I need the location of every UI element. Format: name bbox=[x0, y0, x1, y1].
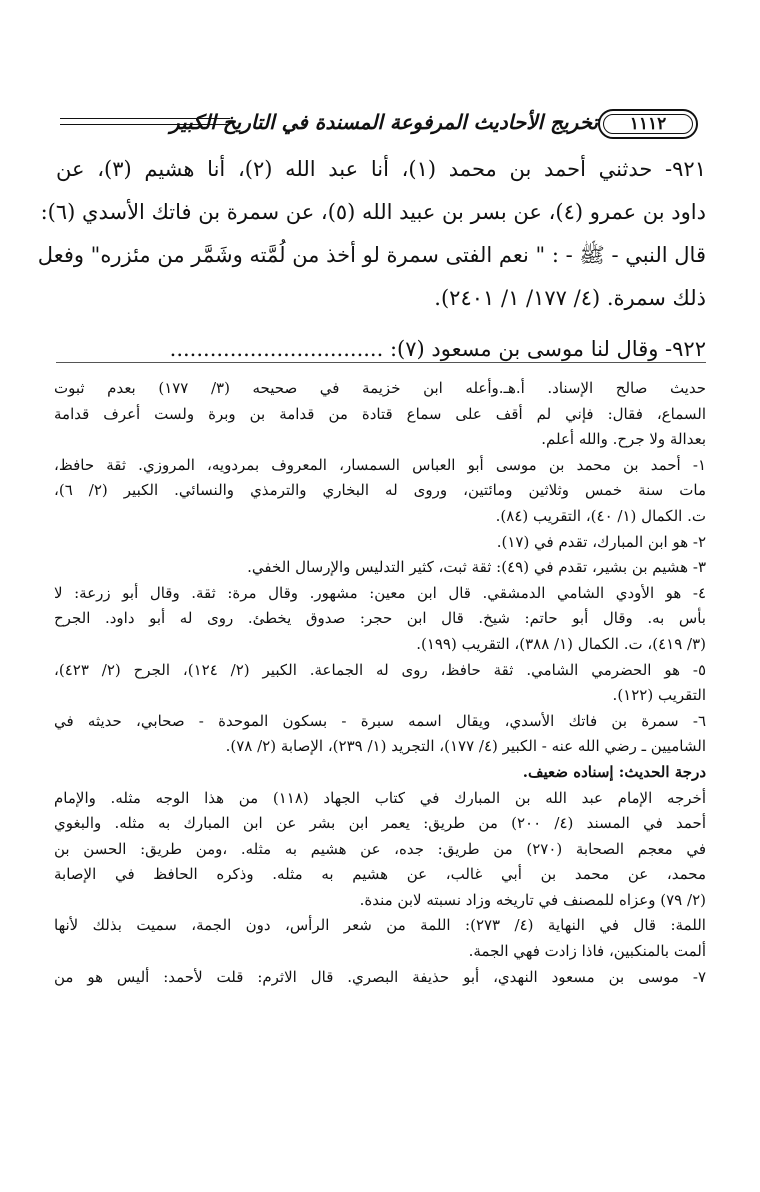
footnote-line: ١- أحمد بن محمد بن موسى أبو العباس السمسار، المعروف بمردويه، المروزي. ثقة حافظ، bbox=[54, 455, 706, 474]
page-header bbox=[60, 106, 700, 146]
hadith-921-line-2: داود بن عمرو (٤)، عن بسر بن عبيد الله (٥)، عن سمرة بن فاتك الأسدي (٦): bbox=[40, 200, 706, 224]
footnote-line: ٦- سمرة بن فاتك الأسدي، ويقال اسمه سبرة - بسكون الموحدة - صحابي، حديثه في bbox=[54, 711, 706, 730]
main-text bbox=[37, 148, 706, 371]
footnote-line: محمد، عن محمد بن أبي غالب، عن هشيم به مثله. وذكره الحافظ في الإصابة bbox=[54, 865, 706, 884]
footnote-line: الشاميين ـ رضي الله عنه - الكبير (٤/ ١٧٧)، التجريد (١/ ٢٣٩)، الإصابة (٢/ ٧٨). bbox=[225, 737, 706, 756]
footnote-line: اللمة: قال في النهاية (٤/ ٢٧٣): اللمة من شعر الرأس، دون الجمة، سميت بذلك لأنها bbox=[54, 916, 706, 935]
footnote-line: ٥- هو الحضرمي الشامي. ثقة حافظ، روى له الجماعة. الكبير (٢/ ١٢٤)، الجرح (٢/ ٤٢٣)، bbox=[54, 660, 707, 679]
footnote-line: بأس به. وقال أبو حاتم: شيخ. قال ابن حجر: صدوق يخطئ. روى له أبو داود. الجرح bbox=[54, 609, 706, 628]
footnote-line: (٢/ ٧٩) وعزاه للمصنف في تاريخه وزاد نسبته لابن مندة. bbox=[359, 890, 706, 909]
footnote-line: (٣/ ٤١٩)، ت. الكمال (١/ ٣٨٨)، التقريب (١٩٩). bbox=[416, 634, 706, 653]
footnote-line: حديث صالح الإسناد. أ.هـ.وأعله ابن خزيمة في صحيحه (٣/ ١٧٧) بعدم ثبوت bbox=[54, 379, 707, 397]
footnote-line: ألمت بالمنكبين، فاذا زادت فهي الجمة. bbox=[468, 942, 706, 961]
page-number: ١١١٢ bbox=[598, 109, 698, 139]
hadith-921-line-3: قال النبي - ﷺ - : " نعم الفتى سمرة لو أخذ من لُمَّته وشَمَّر من مئزره" وفعل bbox=[37, 243, 706, 267]
footnote-line: ت. الكمال (١/ ٤٠)، التقريب (٨٤). bbox=[495, 506, 706, 525]
footnote-line: بعدالة ولا جرح. والله أعلم. bbox=[541, 430, 706, 449]
footnote-line: في معجم الصحابة (٢٧٠) من طريق: جده، عن هشيم به مثله. ،ومن طريق: الحسن بن bbox=[54, 839, 706, 858]
footnote-line: أحمد في المسند (٤/ ٢٠٠) من طريق: يعمر ابن بشر عن ابن المبارك به مثله. والبغوي bbox=[54, 814, 706, 833]
footnote-line: ٣- هشيم بن بشير، تقدم في (٤٩): ثقة ثبت، كثير التدليس والإرسال الخفي. bbox=[247, 558, 706, 577]
hadith-922-line: ٩٢٢- وقال لنا موسى بن مسعود (٧): ................................ bbox=[169, 337, 706, 361]
hadith-921-line-4: ذلك سمرة. (٤/ ١٧٧/ ١/ ٢٤٠١). bbox=[434, 286, 706, 310]
running-title: تخريج الأحاديث المرفوعة المسندة في التاريخ الكبير bbox=[170, 110, 599, 134]
footnote-line: التقريب (١٢٢). bbox=[612, 686, 706, 705]
footnote-line: ٢- هو ابن المبارك، تقدم في (١٧). bbox=[496, 532, 706, 551]
footnote-line: السماع، فقال: فإني لم أقف على سماع قتادة من قدامة بن وبرة ولست أعرف قدامة bbox=[54, 404, 706, 423]
footnote-line: ٧- موسى بن مسعود النهدي، أبو حذيفة البصري. قال الاثرم: قلت لأحمد: أليس هو من bbox=[54, 967, 706, 986]
hadith-921-line-1: ٩٢١- حدثني أحمد بن محمد (١)، أنا عبد الله (٢)، أنا هشيم (٣)، عن bbox=[56, 157, 706, 181]
hadith-grade-heading: درجة الحديث: إسناده ضعيف. bbox=[522, 762, 706, 781]
footnote-line: أخرجه الإمام عبد الله بن المبارك في كتاب الجهاد (١١٨) من هذا الوجه مثله. والإمام bbox=[54, 788, 706, 807]
footnotes bbox=[54, 376, 706, 990]
footnote-line: مات سنة خمس وثلاثين ومائتين، وروى له البخاري والترمذي والنسائي. الكبير (٢/ ٦)، bbox=[54, 481, 706, 500]
footnote-line: ٤- هو الأودي الشامي الدمشقي. قال ابن معين: مشهور. وقال مرة: ثقة. وقال أبو زرعة: لا bbox=[54, 583, 706, 602]
footnote-separator bbox=[56, 362, 706, 363]
